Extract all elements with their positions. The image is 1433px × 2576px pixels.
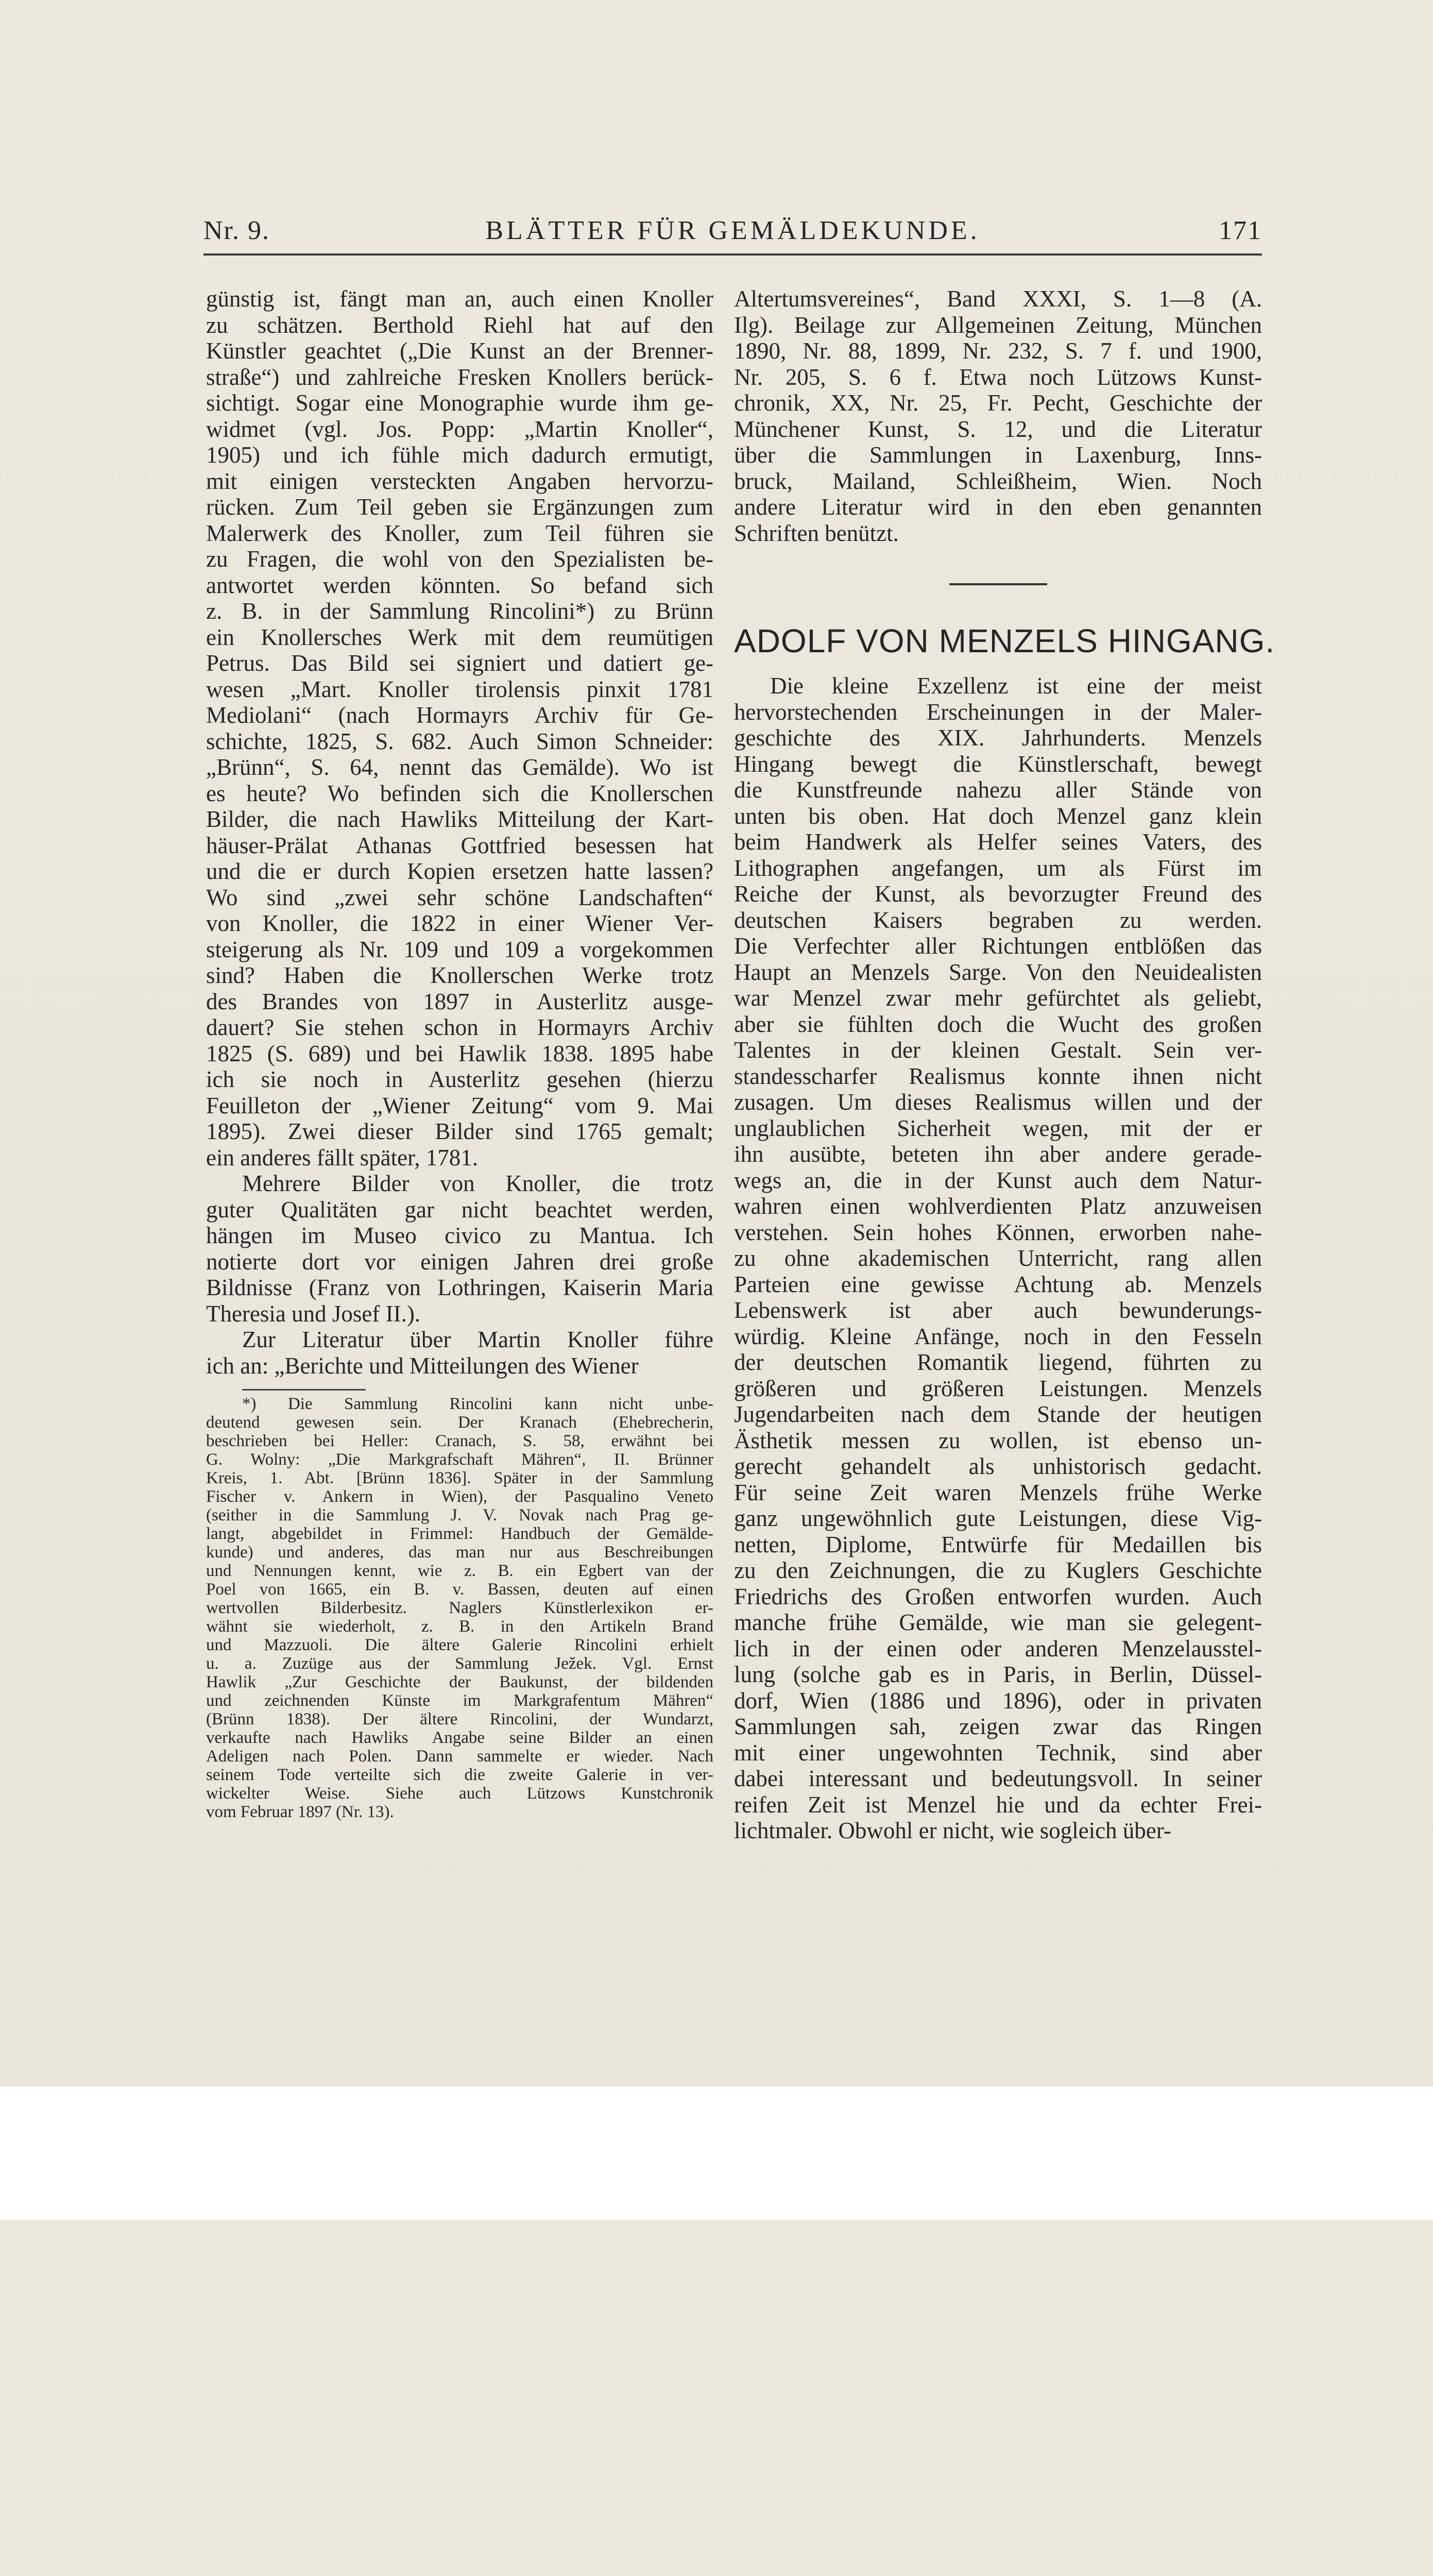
footer-bar [0,2087,1433,2220]
text-line: Feuilleton der „Wiener Zeitung“ vom 9. Mai [206,1092,713,1118]
text-line: antwortet werden könnten. So befand sich [206,572,713,598]
footnote-line: (seither in die Sammlung J. V. Novak nach Prag ge- [206,1506,713,1524]
text-line: über die Sammlungen in Laxenburg, Inns- [734,442,1262,468]
text-line: schichte, 1825, S. 682. Auch Simon Schneider: [206,728,713,754]
text-line: straße“) und zahlreiche Fresken Knollers berück- [206,364,713,390]
text-line: günstig ist, fängt man an, auch einen Knoller [206,286,713,312]
footnote-line: und Mazzuoli. Die ältere Galerie Rincolini erhielt [206,1636,713,1654]
text-line: chronik, XX, Nr. 25, Fr. Pecht, Geschichte der [734,390,1262,416]
text-line: Münchener Kunst, S. 12, und die Literatur [734,416,1262,442]
text-line: dauert? Sie stehen schon in Hormayrs Archiv [206,1014,713,1040]
footnote-line: (Brünn 1838). Der ältere Rincolini, der Wundarzt, [206,1710,713,1728]
text-line: der deutschen Romantik liegend, führten zu [734,1349,1262,1375]
footnote-line: G. Wolny: „Die Markgrafschaft Mähren“, II. Brünner [206,1450,713,1469]
right-column [734,286,1275,1844]
footnote-line: *) Die Sammlung Rincolini kann nicht unbe- [242,1395,713,1413]
text-line: 1890, Nr. 88, 1899, Nr. 232, S. 7 f. und 1900, [734,338,1262,364]
text-line: reifen Zeit ist Menzel hie und da echter Frei- [734,1791,1262,1818]
text-line: notierte dort vor einigen Jahren drei große [206,1248,713,1275]
text-line: es heute? Wo befinden sich die Knollerschen [206,780,713,806]
text-line: Die Verfechter aller Richtungen entblößen das [734,933,1262,959]
text-line: verstehen. Sein hohes Können, erworben nahe- [734,1219,1262,1245]
text-line: 1825 (S. 689) und bei Hawlik 1838. 1895 habe [206,1040,713,1066]
text-line: andere Literatur wird in den eben genannten [734,494,1262,520]
text-line: größeren und größeren Leistungen. Menzels [734,1375,1262,1401]
text-line: deutschen Kaisers begraben zu werden. [734,907,1262,933]
text-line: Die kleine Exzellenz ist eine der meist [770,673,1262,699]
footnote-line: Hawlik „Zur Geschichte der Baukunst, der bildenden [206,1673,713,1691]
text-line: gerecht gehandelt als unhistorisch gedacht. [734,1453,1262,1479]
left-column [206,286,713,1821]
footnote-line: wertvollen Bilderbesitz. Naglers Künstlerlexikon er- [206,1599,713,1617]
text-line: Ilg). Beilage zur Allgemeinen Zeitung, München [734,312,1262,338]
text-line: häuser-Prälat Athanas Gottfried besessen hat [206,832,713,858]
text-line: Sammlungen sah, zeigen zwar das Ringen [734,1714,1262,1739]
text-line: ich an: „Berichte und Mitteilungen des Wiener [206,1352,639,1379]
footnote-line: deutend gewesen sein. Der Kranach (Ehebrecherin, [206,1413,713,1432]
text-line: lich in der einen oder anderen Menzelausstel- [734,1635,1262,1662]
footnote-line: und Nennungen kennt, wie z. B. ein Egbert van der [206,1562,713,1580]
journal-title: BLÄTTER FÜR GEMÄLDEKUNDE. [485,216,980,245]
text-line: Zur Literatur über Martin Knoller führe [242,1327,713,1352]
text-line: dabei interessant und bedeutungsvoll. In seiner [734,1766,1262,1791]
text-line: Wo sind „zwei sehr schöne Landschaften“ [206,884,713,910]
text-line: des Brandes von 1897 in Austerlitz ausge- [206,988,713,1014]
footnote-line: Kreis, 1. Abt. [Brünn 1836]. Später in der Sammlung [206,1469,713,1487]
text-line: hängen im Museo civico zu Mantua. Ich [206,1223,713,1248]
text-line: wesen „Mart. Knoller tirolensis pinxit 1781 [206,676,713,702]
text-line: sichtigt. Sogar eine Monographie wurde ihm ge- [206,390,713,416]
text-line: Mediolani“ (nach Hormayrs Archiv für Ge- [206,702,713,728]
text-line: Friedrichs des Großen entworfen wurden. Auch [734,1583,1262,1609]
text-line: ein anderes fällt später, 1781. [206,1144,479,1171]
text-line: Lithographen angefangen, um als Fürst im [734,855,1262,881]
text-line: geschichte des XIX. Jahrhunderts. Menzels [734,725,1262,751]
text-line: von Knoller, die 1822 in einer Wiener Ver- [206,910,713,936]
text-line: würdig. Kleine Anfänge, noch in den Fesseln [734,1323,1262,1349]
text-line: Lebenswerk ist aber auch bewunderungs- [734,1297,1262,1323]
running-header [203,211,1262,252]
footnote-rule [242,1389,366,1391]
text-line: zu ohne akademischen Unterricht, rang allen [734,1245,1262,1271]
text-line: ich sie noch in Austerlitz gesehen (hierzu [206,1066,713,1092]
right-continued-text [734,286,1262,546]
text-line: manche frühe Gemälde, wie man sie gelegent- [734,1609,1262,1635]
text-line: und die er durch Kopien ersetzen hatte lassen? [206,858,713,884]
text-line: Reiche der Kunst, als bevorzugter Freund des [734,881,1262,907]
text-line: ganz ungewöhnlich gute Leistungen, diese Vig- [734,1505,1262,1531]
footnote-line: und zeichnenden Künste im Markgrafentum Mähren“ [206,1691,713,1710]
text-line: zusagen. Um dieses Realismus willen und der [734,1089,1262,1115]
footnote-line: Poel von 1665, ein B. v. Bassen, deuten auf einen [206,1580,713,1599]
text-line: standesscharfer Realismus konnte ihnen nicht [734,1063,1262,1089]
footnote-line: kunde) und anderes, das man nur aus Beschreibungen [206,1543,713,1562]
footnote-line: wickelter Weise. Siehe auch Lützows Kunstchronik [206,1784,713,1803]
text-line: „Brünn“, S. 64, nennt das Gemälde). Wo ist [206,754,713,780]
text-line: z. B. in der Sammlung Rincolini*) zu Brünn [206,598,713,624]
text-line: unten bis oben. Hat doch Menzel ganz klein [734,803,1262,829]
left-body-text [206,286,713,1379]
page-number: 171 [1219,216,1262,245]
text-line: netten, Diplome, Entwürfe für Medaillen bis [734,1531,1262,1557]
text-line: Haupt an Menzels Sarge. Von den Neuidealisten [734,959,1262,985]
text-line: 1905) und ich fühle mich dadurch ermutigt, [206,442,713,468]
text-line: Ästhetik messen zu wollen, ist ebenso un- [734,1427,1262,1453]
text-line: Bildnisse (Franz von Lothringen, Kaiserin Maria [206,1275,713,1300]
text-line: dorf, Wien (1886 und 1896), oder in privaten [734,1687,1262,1714]
text-line: ein Knollersches Werk mit dem reumütigen [206,624,713,650]
article-heading: ADOLF VON MENZELS HINGANG. [734,622,1275,659]
text-line: Für seine Zeit waren Menzels frühe Werke [734,1479,1262,1505]
footnote-line: langt, abgebildet in Frimmel: Handbuch der Gemälde- [206,1524,713,1543]
footnote [206,1395,713,1821]
text-line: Hingang bewegt die Künstlerschaft, bewegt [734,751,1262,777]
text-line: widmet (vgl. Jos. Popp: „Martin Knoller“, [206,416,713,442]
footnote-line: Fischer v. Ankern in Wien), der Pasqualino Veneto [206,1487,713,1506]
text-line: Mehrere Bilder von Knoller, die trotz [242,1171,713,1196]
text-line: Nr. 205, S. 6 f. Etwa noch Lützows Kunst- [734,364,1262,390]
footnote-line: u. a. Zuzüge aus der Sammlung Ježek. Vgl. Ernst [206,1654,713,1673]
header-rule [203,253,1262,256]
footnote-line: beschrieben bei Heller: Cranach, S. 58, erwähnt bei [206,1432,713,1450]
text-line: Schriften benützt. [734,520,899,546]
text-line: Künstler geachtet („Die Kunst an der Brenner- [206,338,713,364]
text-line: zu schätzen. Berthold Riehl hat auf den [206,312,713,338]
text-line: lung (solche gab es in Paris, in Berlin, Düssel- [734,1662,1262,1687]
text-line: Talentes in der kleinen Gestalt. Sein ver- [734,1037,1262,1063]
text-line: aber sie fühlten doch die Wucht des großen [734,1011,1262,1037]
text-line: unglaublichen Sicherheit wegen, mit der er [734,1115,1262,1141]
text-line: zu Fragen, die wohl von den Spezialisten be- [206,546,713,572]
text-line: Petrus. Das Bild sei signiert und datiert ge- [206,650,713,676]
footnote-line: seinem Tode verteilte sich die zweite Galerie in ver- [206,1766,713,1784]
text-line: ihn ausübte, beteten ihn aber andere gerade- [734,1141,1262,1167]
text-line: die Kunstfreunde nahezu aller Stände von [734,777,1262,803]
text-line: 1895). Zwei dieser Bilder sind 1765 gemalt; [206,1118,713,1144]
text-line: Theresia und Josef II.). [206,1300,421,1327]
text-line: steigerung als Nr. 109 und 109 a vorgekommen [206,936,713,962]
text-line: Altertumsvereines“, Band XXXI, S. 1—8 (A. [734,286,1262,312]
text-line: mit einigen versteckten Angaben hervorzu- [206,468,713,494]
text-line: lichtmaler. Obwohl er nicht, wie sogleich über- [734,1818,1171,1843]
issue-number: Nr. 9. [203,216,270,245]
text-line: wahren einen wohlverdienten Platz anzuweisen [734,1193,1262,1219]
text-line: sind? Haben die Knollerschen Werke trotz [206,962,713,988]
text-line: Jugendarbeiten nach dem Stande der heutigen [734,1401,1262,1427]
text-line: bruck, Mailand, Schleißheim, Wien. Noch [734,468,1262,494]
footnote-line: verkaufte nach Hawliks Angabe seine Bilder an einen [206,1728,713,1747]
text-line: rücken. Zum Teil geben sie Ergänzungen zum [206,494,713,520]
footnote-line: wähnt sie wiederholt, z. B. in den Artikeln Brand [206,1617,713,1636]
text-line: wegs an, die in der Kunst auch dem Natur- [734,1167,1262,1193]
text-line: Malerwerk des Knoller, zum Teil führen sie [206,520,713,546]
footnote-line: Adeligen nach Polen. Dann sammelte er wieder. Nach [206,1747,713,1766]
footnote-line: vom Februar 1897 (Nr. 13). [206,1803,394,1821]
text-line: mit einer ungewohnten Technik, sind aber [734,1739,1262,1766]
text-line: Bilder, die nach Hawliks Mitteilung der Kart- [206,806,713,832]
text-line: hervorstechenden Erscheinungen in der Maler- [734,699,1262,725]
section-separator [949,583,1047,585]
article-body-text [734,673,1262,1844]
text-line: war Menzel zwar mehr gefürchtet als geliebt, [734,985,1262,1011]
text-line: beim Handwerk als Helfer seines Vaters, des [734,829,1262,855]
text-line: Parteien eine gewisse Achtung ab. Menzels [734,1271,1262,1297]
text-line: zu den Zeichnungen, die zu Kuglers Geschichte [734,1557,1262,1583]
text-line: guter Qualitäten gar nicht beachtet werden, [206,1196,713,1223]
